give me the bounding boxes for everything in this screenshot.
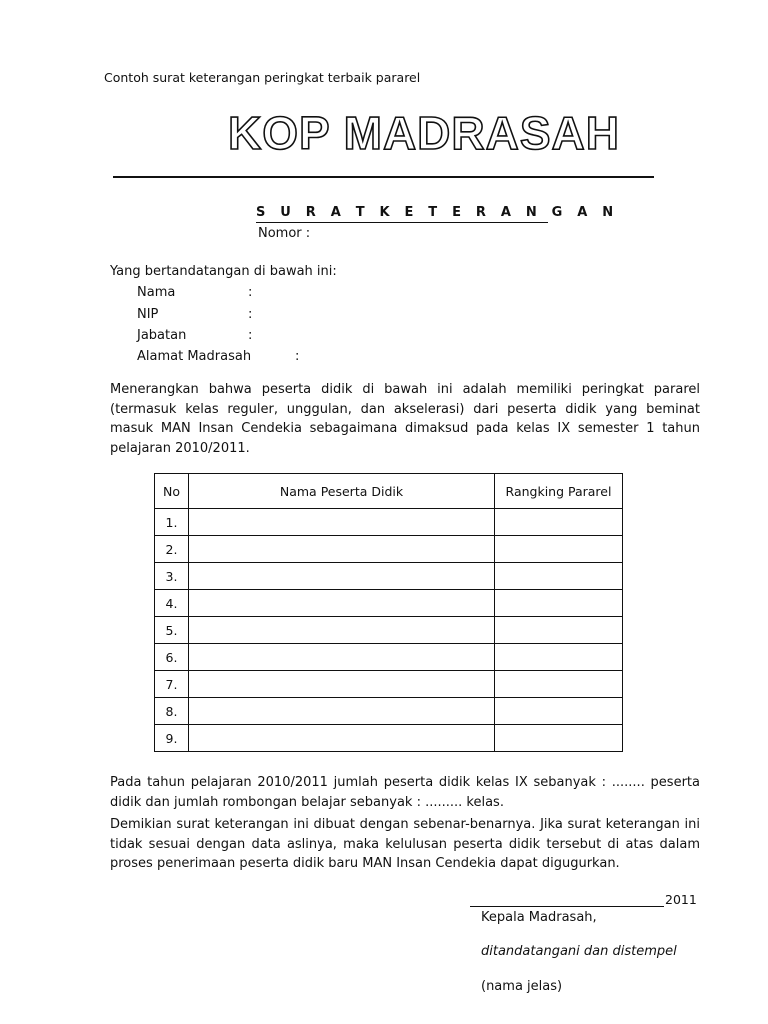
student-name-cell [189, 563, 495, 590]
letterhead-title: KOP MADRASAH [228, 107, 620, 159]
table-row [155, 671, 623, 698]
row-number: 3. [155, 563, 189, 590]
row-number: 1. [155, 509, 189, 536]
table-row [155, 590, 623, 617]
student-name-cell [189, 509, 495, 536]
signatory-title: Kepala Madrasah, [481, 910, 597, 925]
row-number: 4. [155, 590, 189, 617]
field-colon-alamat: : [295, 349, 300, 364]
student-name-cell [189, 590, 495, 617]
closing-paragraph: Demikian surat keterangan ini dibuat dengan sebenar-benarnya. Jika surat keterangan ini tidak sesuai dengan data aslinya, maka kelulusan peserta didik tersebut di atas dalam proses penerimaan peserta didik baru MAN Insan Cendekia dapat digugurkan. [110, 817, 700, 871]
student-name-cell [189, 671, 495, 698]
field-label-nama: Nama [137, 285, 176, 300]
signature-date-line [470, 906, 664, 907]
document-caption: Contoh surat keterangan peringkat terbaik pararel [104, 70, 421, 85]
statement-paragraph: Menerangkan bahwa peserta didik di bawah ini adalah memiliki peringkat pararel (termasuk kelas reguler, unggulan, dan akselerasi) dari peserta didik yang beminat masuk MAN Insan Cendekia sebagaimana dimaksud pada kelas IX semester 1 tahun pelajaran 2010/2011. [110, 382, 700, 456]
rank-cell [495, 698, 623, 725]
table-header-row [155, 474, 623, 509]
student-count-paragraph: Pada tahun pelajaran 2010/2011 jumlah peserta didik kelas IX sebanyak : ........ peserta didik dan jumlah rombongan belajar sebanyak : ......... kelas. [110, 775, 700, 810]
row-number: 7. [155, 671, 189, 698]
signature-note: ditandatangani dan distempel [481, 944, 677, 959]
header-student-name: Nama Peserta Didik [189, 474, 495, 509]
field-colon-jabatan: : [248, 328, 253, 343]
field-label-nip: NIP [137, 307, 159, 322]
row-number: 9. [155, 725, 189, 752]
rank-cell [495, 617, 623, 644]
letterhead-rule [113, 176, 654, 178]
rank-cell [495, 536, 623, 563]
field-label-alamat: Alamat Madrasah [137, 349, 252, 364]
signature-year: 2011 [665, 892, 697, 907]
field-colon-nip: : [248, 307, 253, 322]
row-number: 2. [155, 536, 189, 563]
table-row [155, 698, 623, 725]
letter-number-label: Nomor : [258, 226, 311, 241]
student-name-cell [189, 536, 495, 563]
header-no: No [155, 474, 189, 509]
table-row [155, 509, 623, 536]
ranking-table [154, 473, 623, 752]
intro-text: Yang bertandatangan di bawah ini: [110, 264, 337, 279]
table-row [155, 563, 623, 590]
field-label-jabatan: Jabatan [137, 328, 187, 343]
student-name-cell [189, 644, 495, 671]
rank-cell [495, 725, 623, 752]
rank-cell [495, 671, 623, 698]
row-number: 6. [155, 644, 189, 671]
header-rank: Rangking Pararel [495, 474, 623, 509]
row-number: 5. [155, 617, 189, 644]
table-row [155, 536, 623, 563]
signatory-name: (nama jelas) [481, 979, 563, 994]
field-colon-nama: : [248, 285, 253, 300]
rank-cell [495, 590, 623, 617]
student-name-cell [189, 617, 495, 644]
rank-cell [495, 509, 623, 536]
rank-cell [495, 644, 623, 671]
table-row [155, 644, 623, 671]
row-number: 8. [155, 698, 189, 725]
student-name-cell [189, 725, 495, 752]
table-row [155, 617, 623, 644]
rank-cell [495, 563, 623, 590]
letter-title: S U R A T K E T E R A N G A N [256, 205, 548, 223]
student-name-cell [189, 698, 495, 725]
table-row [155, 725, 623, 752]
